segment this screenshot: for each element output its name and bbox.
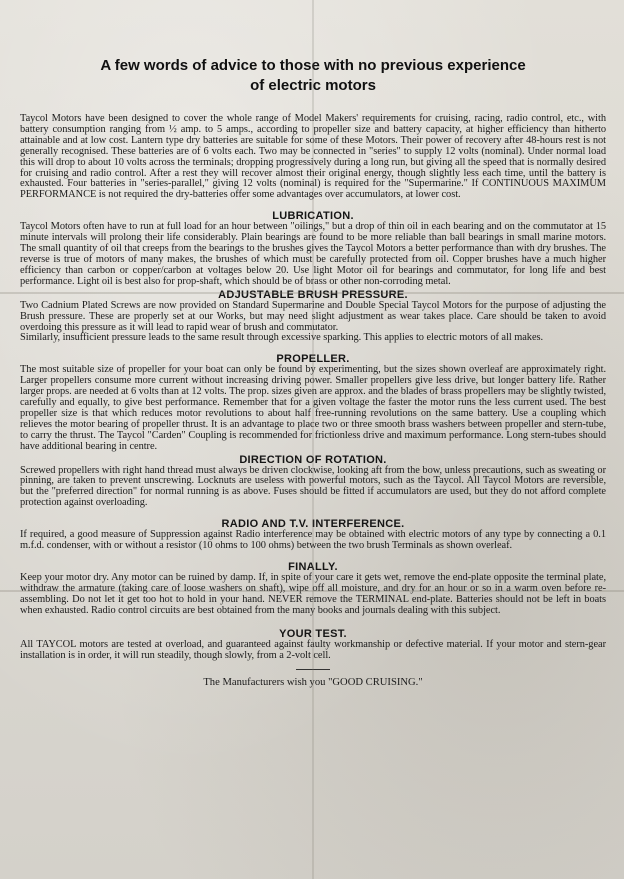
heading-brush-pressure: ADJUSTABLE BRUSH PRESSURE. (218, 288, 408, 301)
fold-crease (312, 0, 314, 879)
heading-finally: FINALLY. (288, 561, 338, 573)
finally-paragraph: Keep your motor dry. Any motor can be ruined by damp. If, in spite of your care it gets wet, remove the end-plate opposite the terminal plate, withdraw the armature (taking care of loose washers on shaft), wipe off all moisture, and dry for an hour or so in a warm oven before re-assembling. Do not let it get too hot to hold in your hand. NEVER remove the TERMINAL end-plate. Batteries should not be left in boats when exhausted. Radio control circuits are best obtained from the many books and journals dealing with this subject. (20, 572, 606, 616)
title-line-1: A few words of advice to those with no previous experience (100, 57, 526, 74)
interference-paragraph: If required, a good measure of Suppression against Radio interference may be obtained with electric motors of any type by connecting a 0.1 m.f.d. condenser, with or without a resistor (10 ohms to 100 ohms) between the two brush Terminals as shown overleaf. (20, 529, 606, 552)
your-test-paragraph: All TAYCOL motors are tested at overload, and guaranteed against faulty workmanship or defective material. If your motor and stern-gear installation is in order, it will run steadily, though slowly, from a 2-volt cell. (20, 638, 606, 661)
lubrication-paragraph: Taycol Motors often have to run at full load for an hour between "oilings," but a drop of thin oil in each bearing and on the commutator at 15 minute intervals will prolong their life considerably. Plain bearings are found to be more reliable than ball bearings in small marine motors. The small quantity of oil that creeps from the bearings to the brushes gives the Taycol Motors a better performance than with dry brushes. The reverse is true of motors of many makes, the brushes of which must be carefully protected from oil. Copper brushes have a much higher efficiency than carbon or copper/carbon at voltages below 20. Use light Motor oil for bearings and commutator, for long life and best performance. Light oil is best also for prop-shaft, which should be of brass or other non-corroding metal. (20, 221, 606, 287)
heading-lubrication: LUBRICATION. (272, 210, 354, 223)
direction-paragraph: Screwed propellers with right hand thread must always be driven clockwise, looking aft from the bow, unless precautions, such as sweating or pinning, are taken to prevent unscrewing. Locknuts are useless with powerful motors, such as the Taycol. All Taycol Motors are reversible, but the "preferred direction" for normal running is as above. Fuses should be fitted if accumulators are used, but they do not afford complete protection against overloading. (20, 464, 606, 509)
heading-direction-of-rotation: DIRECTION OF ROTATION. (239, 453, 387, 466)
intro-paragraph: Taycol Motors have been designed to cover the whole range of Model Makers' requirements for cruising, racing, radio control, etc., with battery consumption ranging from ½ amp. to 5 amps., according to propeller size and battery capacity, at higher efficiency than hitherto attainable and at low cost. Lantern type dry batteries are suitable for some of these Motors. Their power of recovery after 48-hours rest is not generally recognised. These batteries are of 6 volts each. Two may be connected in "series" to supply 12 volts (nominal). Under normal load this will drop to about 10 volts across the terminals; dropping progressively during a long run, but giving all the speed that is normally desired for cruising and radio control. After a rest they will recover almost their original energy, though slightly less each time, until the battery is exhausted. Four batteries in "series-parallel," giving 12 volts (nominal) is required for the "Supermarine." If CONTINUOUS MAXIMUM PERFORMANCE is not required the dry-batteries offer some advantages over accumulators, at lower cost. (20, 113, 606, 201)
brush-pressure-paragraph: Two Cadnium Plated Screws are now provided on Standard Supermarine and Double Special Taycol Motors for the purpose of adjusting the Brush pressure. These are properly set at our Works, but may need slight adjustment as wear takes place. Care should be taken to avoid overdoing this pressure as it will lead to rapid wear of brush and commutator. (20, 299, 606, 333)
heading-propeller: PROPELLER. (276, 353, 350, 366)
propeller-paragraph: The most suitable size of propeller for your boat can only be found by experimenting, but the sizes shown overleaf are approximately right. Larger propellers consume more current without increasing driving power. Smaller propellers give less drive, but longer battery life. Rather larger props. are needed at 6 volts than at 12 volts. The prop. sizes given are approx. and the blades of brass propellers may be slightly twisted, carefully and equally, to give best performance. Remember that for a given voltage the faster the motor runs the less current used. The best propeller size is that which reduces motor revolutions to about half free-running revolutions on the same battery. Use a coupling which relieves the motor bearing of propeller thrust. It is an advantage to place two or three smooth brass washers between propeller and stern-tube, to carry the thrust. The Taycol "Carden" Coupling is recommended for frictionless drive and maximum performance. Long stern-tubes should have additional bearing in centre. (20, 364, 606, 452)
brush-pressure-paragraph-2: Similarly, insufficient pressure leads to the same result through excessive sparking. This applies to electric motors of all makes. (20, 332, 544, 344)
heading-your-test: YOUR TEST. (279, 627, 347, 640)
heading-interference: RADIO AND T.V. INTERFERENCE. (221, 518, 405, 531)
title-line-2: of electric motors (250, 77, 376, 94)
closing-line: The Manufacturers wish you "GOOD CRUISING." (203, 677, 423, 689)
